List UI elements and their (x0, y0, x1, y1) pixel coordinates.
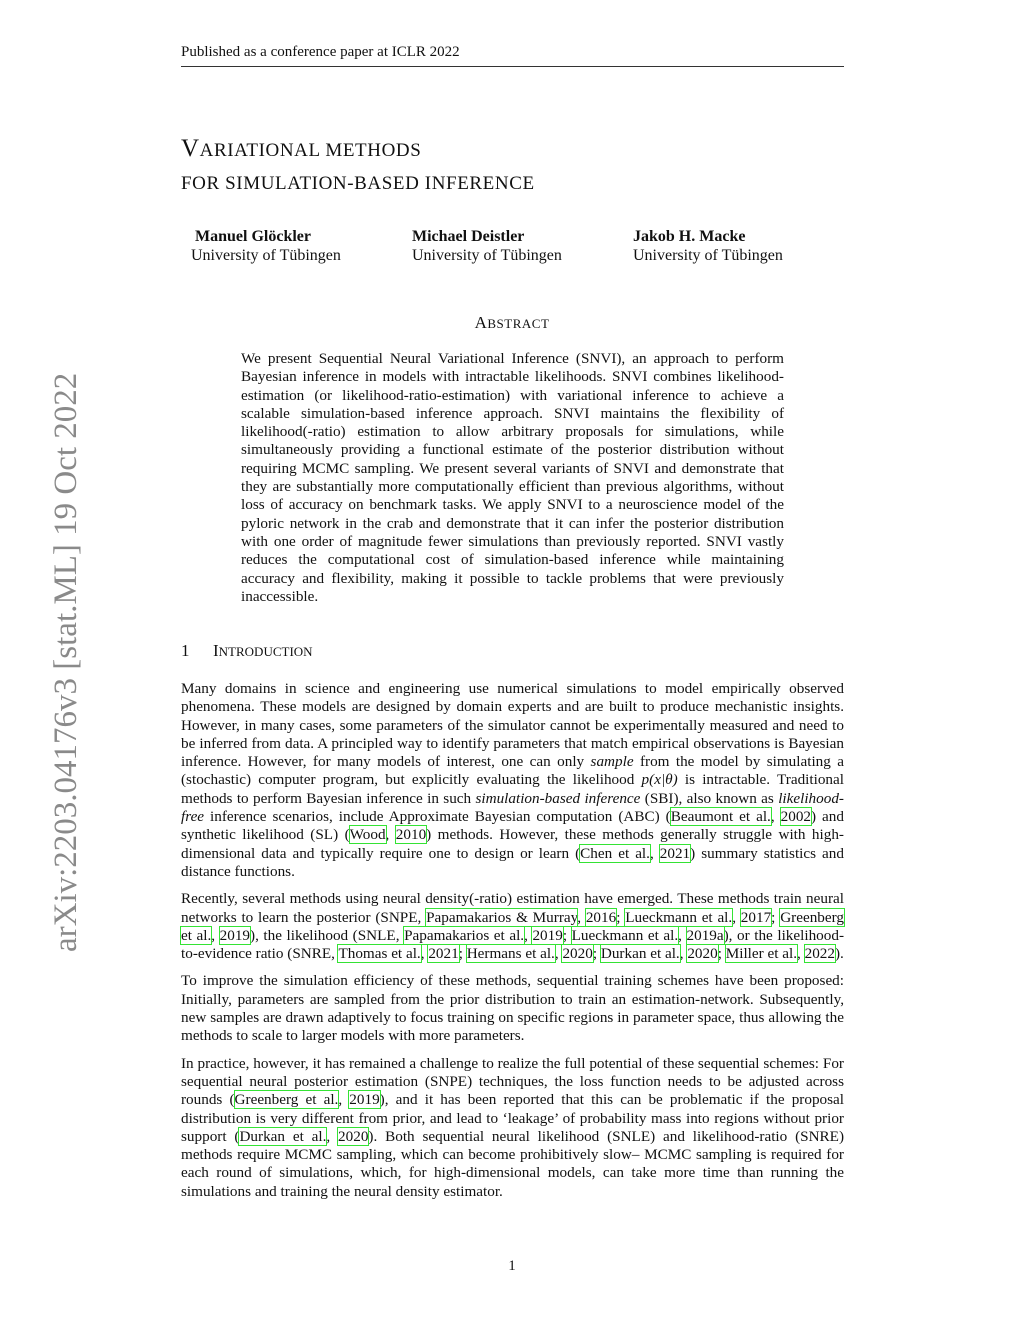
citation-link[interactable]: Lueckmann et al. (571, 926, 679, 944)
citation-year-link[interactable]: 2020 (338, 1127, 369, 1145)
citation-link[interactable]: Chen et al. (580, 844, 650, 862)
citation-link[interactable]: Papamakarios et al. (404, 926, 525, 944)
citation-link[interactable]: Beaumont et al. (670, 808, 771, 826)
citation-link[interactable]: Hermans et al. (466, 945, 555, 963)
author-3: Jakob H. Macke University of Tübingen (633, 228, 783, 264)
citation-year-link[interactable]: 2021 (428, 945, 459, 963)
citation-year-link[interactable]: 2019a (686, 926, 724, 944)
citation-link[interactable]: Wood (349, 826, 386, 844)
paragraph-3: To improve the simulation efficiency of these methods, sequential training schemes have been proposed: Initially, parameters are sampled from the prior distribution to train an estimation-network. Subsequently, new samples are drawn adaptively to focus training on specific regions in parameter space, thus allowing the methods to scale to larger models with more parameters. (181, 972, 844, 1045)
citation-year-link[interactable]: 2019 (349, 1091, 380, 1109)
title-line-2: FOR SIMULATION-BASED INFERENCE (181, 173, 535, 194)
arxiv-stamp: arXiv:2203.04176v3 [stat.ML] 19 Oct 2022 (48, 372, 84, 952)
citation-year-link[interactable]: 2020 (562, 945, 593, 963)
citation-link[interactable]: Durkan et al. (600, 945, 680, 963)
author-1: Manuel Glöckler University of Tübingen (191, 228, 341, 264)
introduction-body (181, 680, 844, 1210)
citation-year-link[interactable]: 2010 (395, 826, 427, 844)
citation-link[interactable]: Papamakarios & Murray (426, 908, 578, 926)
citation-year-link[interactable]: 2020 (687, 945, 718, 963)
paragraph-1: Many domains in science and engineering use numerical simulations to model empirically observed phenomena. These models are designed by domain experts and are built to produce mechanistic insights. However, in many cases, some parameters of the simulator cannot be experimentally measured and need to be inferred from data. A principled way to identify parameters that match empirical observations is Bayesian inference. However, for many models of interest, one can only sample from the model by simulating a (stochastic) computer program, but explicitly evaluating the likelihood p(x|θ) is intractable. Traditional methods to perform Bayesian inference in such simulation-based inference (SBI), also known as likelihood-free inference scenarios, include Approximate Bayesian computation (ABC) (Beaumont et al., 2002) and synthetic likelihood (SL) (Wood, 2010) methods. However, these methods generally struggle with high-dimensional data and typically require one to design or learn (Chen et al., 2021) summary statistics and distance functions. (181, 680, 844, 880)
citation-year-link[interactable]: 2019 (219, 926, 251, 944)
citation-year-link[interactable]: 2022 (804, 945, 835, 963)
likelihood-math: p(x|θ) (641, 771, 678, 789)
citation-year-link[interactable]: 2017 (740, 908, 772, 926)
citation-link[interactable]: Lueckmann et al. (625, 908, 733, 926)
citation-link[interactable]: Thomas et al. (338, 945, 421, 963)
citation-link[interactable]: Miller et al. (725, 945, 797, 963)
abstract-text: We present Sequential Neural Variational Inference (SNVI), an approach to perform Bayesian inference in models with intractable likelihoods. SNVI combines likelihood-estimation (or likelihood-ratio-estimation) with variational inference to achieve a scalable simulation-based inference approach. SNVI maintains the flexibility of likelihood(-ratio) estimation to allow arbitrary proposals for simulations, while simultaneously providing a functional estimate of the posterior distribution without requiring MCMC sampling. We present several variants of SNVI and demonstrate that they are substantially more computationally efficient than previous algorithms, without loss of accuracy on benchmark tasks. We apply SNVI to a neuroscience model of the pyloric network in the crab and demonstrate that it can infer the posterior distribution with one order of magnitude fewer simulations than previously reported. SNVI vastly reduces the computational cost of simulation-based inference while maintaining accuracy and flexibility, making it possible to tackle problems that were previously inaccessible. (241, 350, 784, 605)
paper-title (181, 133, 535, 199)
citation-link[interactable]: Greenberg et al. (181, 908, 844, 944)
citation-year-link[interactable]: 2016 (585, 908, 617, 926)
section-heading-introduction: 1 INTRODUCTION (181, 641, 313, 660)
header-rule (181, 66, 844, 67)
paragraph-2: Recently, several methods using neural density(-ratio) estimation have emerged. These methods train neural networks to learn the posterior (SNPE, Papamakarios & Murray, 2016; Lueckmann et al., 2017; Greenberg et al., 2019), the likelihood (SNLE, Papamakarios et al., 2019; Lueckmann et al., 2019a), or the likelihood-to-evidence ratio (SNRE, Thomas et al., 2021; Hermans et al., 2020; Durkan et al., 2020; Miller et al., 2022). (181, 890, 845, 963)
citation-link[interactable]: Greenberg et al. (234, 1091, 339, 1109)
citation-year-link[interactable]: 2021 (659, 844, 691, 862)
page-number: 1 (508, 1258, 516, 1274)
citation-year-link[interactable]: 2002 (780, 808, 812, 826)
paragraph-4: In practice, however, it has remained a challenge to realize the full potential of these sequential schemes: For sequential neural posterior estimation (SNPE) techniques, the loss function needs to be adjusted across rounds (Greenberg et al., 2019), and it has been reported that this can be problematic if the proposal distribution is very different from prior, and lead to ‘leakage’ of probability mass into regions without prior support (Durkan et al., 2020). Both sequential neural likelihood (SNLE) and likelihood-ratio (SNRE) methods require MCMC sampling, which can become prohibitively slow– MCMC sampling is required for each round of simulations, which, for high-dimensional models, can take more time than running the simulations and training the neural density estimator. (181, 1054, 845, 1200)
running-header: Published as a conference paper at ICLR 2022 (181, 44, 460, 60)
author-2: Michael Deistler University of Tübingen (412, 228, 562, 264)
citation-year-link[interactable]: 2019 (532, 926, 563, 944)
citation-link[interactable]: Durkan et al. (239, 1127, 327, 1145)
title-line-1: VARIATIONAL METHODS (181, 135, 422, 162)
abstract-heading: ABSTRACT (474, 313, 550, 332)
